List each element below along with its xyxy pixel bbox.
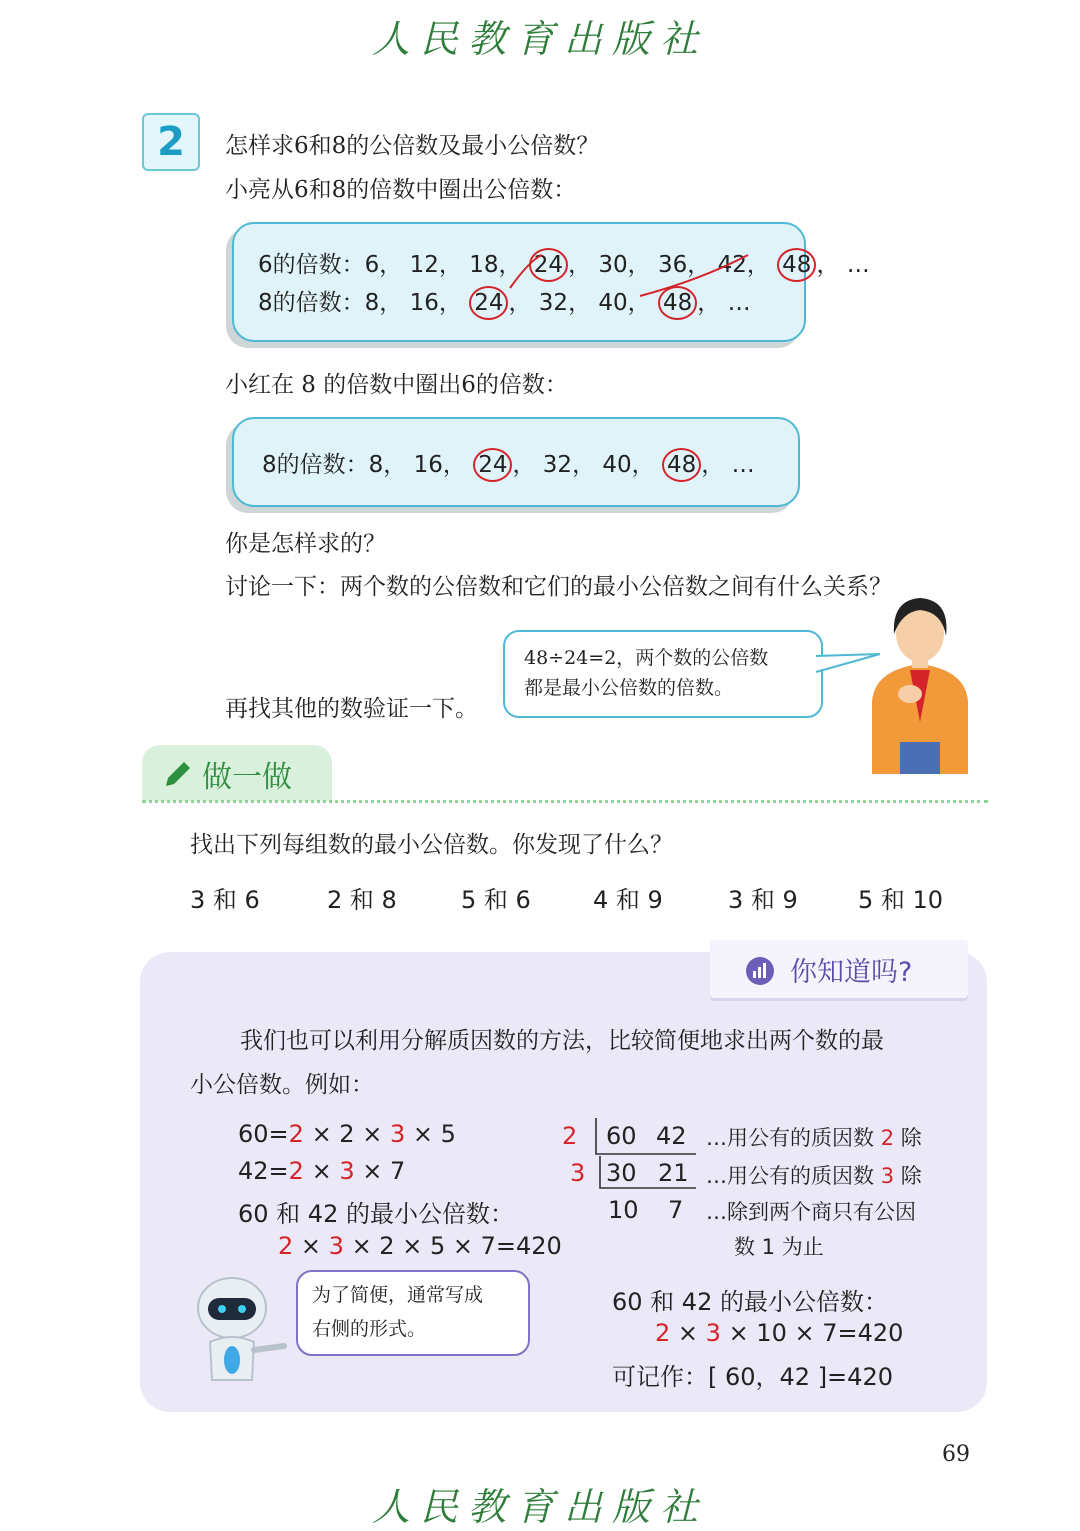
circled-multiple-of-6: 24 [473,448,512,482]
discuss-text: 讨论一下：两个数的公倍数和它们的最小公倍数之间有什么关系？ [225,574,892,600]
lcm-label-left: 60 和 42 的最小公倍数： [238,1200,514,1228]
student-illustration [862,592,978,774]
robot-bubble-line-1: 为了简便，通常写成 [312,1284,484,1306]
t: 除 [894,1164,922,1188]
method2-intro: 小红在 8 的倍数中圈出6的倍数： [225,372,568,398]
row1-label: 6的倍数： [258,252,365,278]
practice-instruction: 找出下列每组数的最小公倍数。你发现了什么？ [190,832,673,858]
circled-multiple-of-6: 48 [662,448,701,482]
practice-divider [142,800,988,803]
num: 12 [409,252,439,278]
robot-illustration [192,1272,292,1382]
t: × 2 × [303,1120,390,1148]
bubble-line-2: 都是最小公倍数的倍数。 [524,677,734,699]
circled-common-multiple: 48 [658,286,697,320]
factor-42 [238,1157,405,1185]
dividend-42: 42 [656,1122,687,1150]
factor-60 [238,1120,456,1148]
step-note-3a: …除到两个商只有公因 [706,1200,916,1224]
t: × 2 × 5 × 7=420 [343,1232,562,1260]
quotient-7: 7 [668,1196,684,1224]
common-factor: 2 [278,1232,294,1260]
num: 16 [413,452,443,478]
quotient-10: 10 [608,1196,639,1224]
t: × 7 [354,1157,406,1185]
num: 6 [364,252,380,278]
problem-number: 2 [142,113,200,171]
circled-common-multiple: 24 [469,286,508,320]
t: 60= [238,1120,289,1148]
dividend-60: 60 [606,1122,637,1150]
t: × 5 [405,1120,456,1148]
t: × [293,1232,329,1260]
box2-row: 8的倍数：8， 16， 24 ， 32， 40， 48 ， … [262,446,755,482]
pair-5: 3 和 9 [728,886,798,914]
lcm-label-right: 60 和 42 的最小公倍数： [612,1288,888,1316]
pair-2: 2 和 8 [327,886,397,914]
num: 36 [657,252,688,278]
method1-intro: 小亮从6和8的倍数中圈出公倍数： [225,177,577,203]
t: 3 [880,1164,895,1188]
num: 16 [409,290,439,316]
pair-6: 5 和 10 [858,886,944,914]
common-factor: 2 [288,1157,304,1185]
circled-common-multiple: 24 [529,248,568,282]
publisher-watermark-top: 人民教育出版社 [371,17,708,61]
step-note-2 [706,1160,922,1190]
lcm-product-right [655,1319,903,1347]
num: 30 [598,252,628,278]
quotient-21: 21 [658,1159,689,1187]
t: …用公有的质因数 [706,1164,881,1188]
num: 8 [364,290,380,316]
info-icon [745,956,775,986]
ellipsis: … [727,290,751,316]
common-factor: 3 [339,1157,355,1185]
pencil-icon [160,758,194,792]
pair-1: 3 和 6 [190,886,260,914]
intro-line-2: 小公倍数。例如： [190,1072,374,1098]
link-lines [470,240,770,320]
page-number: 69 [942,1442,970,1467]
box1-row2: 8的倍数：8， 16， 24 ， 32， 40， 48 ， … [258,284,751,320]
problem-question: 怎样求6和8的公倍数及最小公倍数？ [225,133,600,159]
publisher-watermark-bottom: 人民教育出版社 [371,1485,708,1529]
t: 2 [655,1319,671,1347]
common-factor: 3 [389,1120,406,1148]
division-lines [588,1116,698,1196]
num: 18 [469,252,499,278]
lcm-product-left [278,1232,562,1260]
num: 8 [368,452,384,478]
t: 3 [705,1319,721,1347]
common-factor: 2 [288,1120,304,1148]
divisor-2: 2 [562,1122,578,1150]
step-note-1 [706,1122,922,1152]
t: × [303,1157,340,1185]
lcm-notation: 可记作：[ 60，42 ]=420 [612,1363,893,1391]
intro-line-1: 我们也可以利用分解质因数的方法，比较简便地求出两个数的最 [240,1028,884,1054]
num: 42 [717,252,747,278]
ask-text: 你是怎样求的？ [225,531,386,557]
bubble-line-1: 48÷24=2，两个数的公倍数 [524,647,769,669]
num: 40 [598,290,628,316]
did-you-know-title: 你知道吗? [790,957,913,988]
t: 42= [238,1157,289,1185]
t: …用公有的质因数 [706,1126,881,1150]
row2-label: 8的倍数： [258,290,365,316]
divisor-3: 3 [570,1159,586,1187]
num: 32 [542,452,573,478]
verify-text: 再找其他的数验证一下。 [225,696,478,722]
quotient-30: 30 [606,1159,637,1187]
robot-bubble-line-2: 右侧的形式。 [312,1318,427,1340]
t: × [670,1319,706,1347]
t: × 10 × 7=420 [720,1319,904,1347]
pair-4: 4 和 9 [593,886,663,914]
step-note-3b: 数 1 为止 [734,1235,824,1259]
practice-title: 做一做 [202,760,292,795]
num: 40 [602,452,632,478]
t: 2 [880,1126,895,1150]
row-label: 8的倍数： [262,452,369,478]
ellipsis: … [846,252,870,278]
t: 除 [894,1126,922,1150]
common-factor: 3 [328,1232,344,1260]
pair-3: 5 和 6 [461,886,531,914]
box1-row1: 6的倍数：6， 12， 18， 24 ， 30， 36， 42， 48 ， … [258,246,870,282]
num: 32 [538,290,569,316]
circled-common-multiple: 48 [777,248,816,282]
ellipsis: … [731,452,755,478]
